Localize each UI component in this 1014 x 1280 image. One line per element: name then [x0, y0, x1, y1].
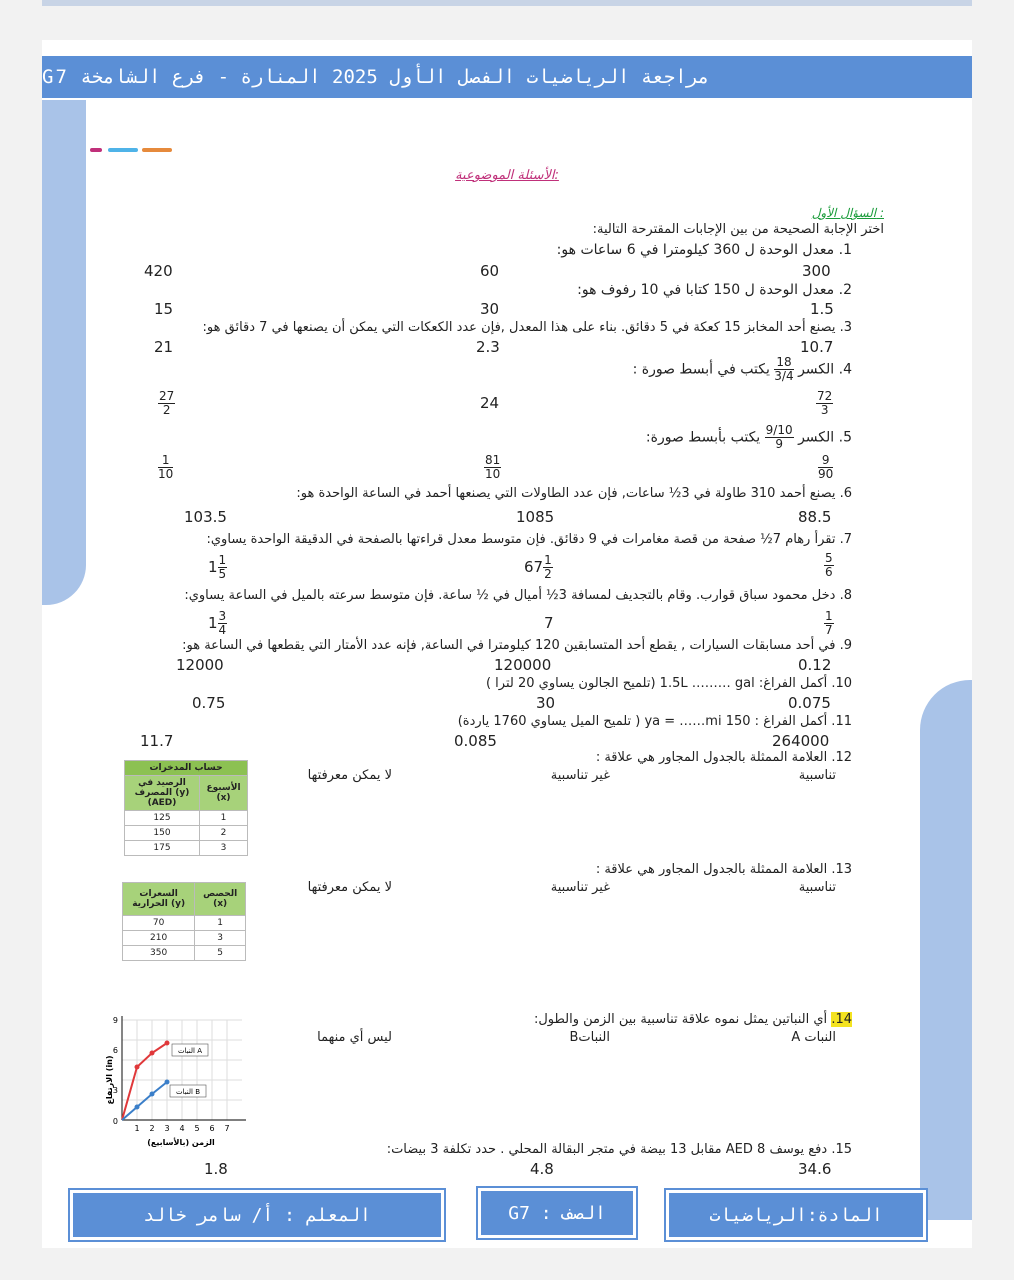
svg-text:6: 6: [112, 1046, 118, 1055]
plant-growth-graph: [106, 1010, 256, 1150]
question-13: 13. العلامة الممثلة بالجدول المجاور هي علاقة :: [595, 862, 852, 877]
section-title: الأسئلة الموضوعية:: [455, 168, 559, 183]
instructions: اختر الإجابة الصحيحة من بين الإجابات المقترحة التالية:: [592, 222, 884, 237]
question-15: 15. دفع يوسف AED 8 مقابل 13 بيضة في متجر البقالة المحلي . حدد تكلفة 3 بيضات:: [386, 1142, 852, 1157]
question-2: 2. معدل الوحدة ل 150 كتابا في 10 رفوف هو:: [577, 282, 852, 298]
svg-text:4: 4: [179, 1124, 185, 1133]
q14-text: أي النباتين يمثل نموه علاقة تناسبية بين الزمن والطول:: [533, 1012, 828, 1027]
q12-option-a[interactable]: تناسبية: [798, 768, 836, 783]
q15-option-b[interactable]: 4.8: [530, 1160, 554, 1178]
question-12: 12. العلامة الممثلة بالجدول المجاور هي علاقة :: [595, 750, 852, 765]
worksheet-page: [42, 40, 972, 1248]
color-dash-1: [90, 148, 102, 152]
q6-option-b[interactable]: 1085: [516, 508, 555, 526]
question-3: 3. يصنع أحد المخابز 15 كعكة في 5 دقائق. بناء على هذا المعدل ,فإن عدد الكعكات التي يمكن أن يصنعها في 7 دقائق هو:: [202, 320, 852, 335]
savings-table: حساب المدخرات الرصيد في المصرف (y) (AED) الأسبوع (x) 125 1 150 2 175 3: [124, 760, 248, 856]
calories-table: السعرات الحرارية (y) الحصص (x) 70 1 210 3 350 5: [122, 882, 246, 961]
svg-text:3: 3: [112, 1086, 118, 1095]
q14-number: 14.: [831, 1012, 852, 1027]
footer-grade: الصف : G7: [478, 1188, 636, 1238]
plant-b-line: [122, 1082, 167, 1120]
svg-text:5: 5: [194, 1124, 200, 1133]
question-10: 10. أكمل الفراغ: 1.5L ……… gal (تلميح الجالون يساوي 20 لترا ): [485, 676, 852, 691]
q5-option-a[interactable]: $\frac{9}{90}$: [818, 453, 834, 481]
q14-option-a[interactable]: النبات A: [791, 1030, 836, 1045]
svg-text:6: 6: [209, 1124, 215, 1133]
q1-option-a[interactable]: 300: [802, 262, 831, 280]
q11-option-b[interactable]: 0.085: [454, 732, 497, 750]
q7-option-b[interactable]: 67 $\frac{1}{2}$: [524, 553, 552, 581]
svg-text:0: 0: [112, 1117, 118, 1126]
q3-option-a[interactable]: 10.7: [800, 338, 834, 356]
q15-option-c[interactable]: 1.8: [204, 1160, 228, 1178]
question-11: 11. أكمل الفراغ : 150 ya = ……mi ( تلميح الميل يساوي 1760 ياردة): [457, 714, 852, 729]
question-4: [633, 356, 852, 383]
q4-option-b[interactable]: 24: [480, 394, 500, 412]
table-row: 350 5: [123, 946, 246, 961]
q5-text-a: 5. الكسر: [798, 429, 852, 446]
q4-text-b: يكتب في أبسط صورة :: [632, 361, 770, 378]
header-title: مراجعة الرياضيات الفصل الأول 2025 المنارة - فرع الشامخة G7: [42, 56, 972, 98]
q4-option-c[interactable]: $\frac{27}{2}$: [159, 389, 175, 417]
q11-option-c[interactable]: 11.7: [140, 732, 174, 750]
question-9: 9. في أحد مسابقات السيارات , يقطع أحد المتسابقين 120 كيلومترا في الساعة, فإنه عدد الأمتار التي يقطعها في الساعة هو:: [182, 638, 852, 653]
q4-fraction: $\frac{18}{3/4}$: [774, 355, 794, 383]
q2-option-b[interactable]: 30: [480, 300, 500, 318]
q8-option-b[interactable]: 7: [544, 614, 554, 632]
q10-option-a[interactable]: 0.075: [788, 694, 831, 712]
q5-option-b[interactable]: $\frac{81}{10}$: [485, 453, 501, 481]
q6-option-c[interactable]: 103.5: [184, 508, 227, 526]
q9-option-b[interactable]: 120000: [494, 656, 552, 674]
q3-option-b[interactable]: 2.3: [476, 338, 500, 356]
svg-text:2: 2: [149, 1124, 155, 1133]
question-5: [646, 424, 852, 451]
q2-option-c[interactable]: 15: [154, 300, 174, 318]
graph-xlabel: الزمن (بالأسابيع): [147, 1138, 215, 1147]
q13-option-a[interactable]: تناسبية: [798, 880, 836, 895]
q1-option-b[interactable]: 60: [480, 262, 500, 280]
question-14: [534, 1012, 852, 1027]
q5-text-b: يكتب بأبسط صورة:: [645, 429, 761, 446]
table-row: 175 3: [125, 841, 248, 856]
q1-option-c[interactable]: 420: [144, 262, 173, 280]
question-7: 7. تقرأ رهام 7½ صفحة من قصة مغامرات في 9 دقائق. فإن متوسط معدل قراءتها بالصفحة في الدقيقة الواحدة يساوي:: [206, 532, 852, 547]
q6-option-a[interactable]: 88.5: [798, 508, 832, 526]
footer-teacher: المعلم : أ/ سامر خالد: [70, 1190, 444, 1240]
plant-a-line: [122, 1043, 167, 1120]
table-row: 70 1: [123, 916, 246, 931]
table-row: 210 3: [123, 931, 246, 946]
q10-option-b[interactable]: 30: [536, 694, 556, 712]
q4-text-a: 4. الكسر: [798, 361, 852, 378]
q9-option-a[interactable]: 0.12: [798, 656, 832, 674]
color-dash-2: [108, 148, 138, 152]
question-heading: السؤال الأول :: [811, 206, 884, 220]
q7-option-a[interactable]: $\frac{5}{6}$: [825, 551, 833, 579]
q14-option-b[interactable]: النباتB: [569, 1030, 610, 1045]
q7-option-c[interactable]: 1 $\frac{1}{5}$: [208, 553, 227, 581]
svg-text:9: 9: [112, 1016, 118, 1025]
color-dash-3: [142, 148, 172, 152]
q12-option-c[interactable]: لا يمكن معرفتها: [307, 768, 392, 783]
question-1: 1. معدل الوحدة ل 360 كيلومترا في 6 ساعات هو:: [556, 242, 852, 258]
graph-ylabel: الارتفاع (in): [105, 1055, 114, 1105]
table-row: 150 2: [125, 826, 248, 841]
q15-option-a[interactable]: 34.6: [798, 1160, 832, 1178]
question-6: 6. يصنع أحمد 310 طاولة في 3½ ساعات, فإن عدد الطاولات التي يصنعها أحمد في الساعة الواحدة هو:: [296, 486, 852, 501]
question-8: 8. دخل محمود سباق قوارب. وقام بالتجديف لمسافة 3½ أميال في ½ ساعة. فإن متوسط سرعته بالميل في الساعة يساوي:: [184, 588, 852, 603]
q4-option-a[interactable]: $\frac{72}{3}$: [817, 389, 833, 417]
q8-option-c[interactable]: 1 $\frac{3}{4}$: [208, 609, 227, 637]
svg-text:1: 1: [134, 1124, 140, 1133]
plant-b-label: النبات B: [175, 1088, 201, 1096]
svg-text:3: 3: [164, 1124, 170, 1133]
q11-option-a[interactable]: 264000: [772, 732, 830, 750]
footer-subject: المادة:الرياضيات: [666, 1190, 926, 1240]
q2-option-a[interactable]: 1.5: [810, 300, 834, 318]
q14-option-c[interactable]: ليس أي منهما: [317, 1030, 392, 1045]
right-decoration: [920, 680, 972, 1220]
svg-text:7: 7: [224, 1124, 230, 1133]
q12-option-b[interactable]: غير تناسبية: [550, 768, 610, 783]
table-row: 125 1: [125, 811, 248, 826]
plant-a-label: النبات A: [177, 1047, 203, 1055]
q13-option-c[interactable]: لا يمكن معرفتها: [307, 880, 392, 895]
top-strip: [42, 0, 972, 6]
q9-option-c[interactable]: 12000: [176, 656, 224, 674]
q3-option-c[interactable]: 21: [154, 338, 174, 356]
q10-option-c[interactable]: 0.75: [192, 694, 226, 712]
q13-option-b[interactable]: غير تناسبية: [550, 880, 610, 895]
q8-option-a[interactable]: $\frac{1}{7}$: [825, 609, 833, 637]
q5-fraction: $\frac{9/10}{9}$: [765, 423, 793, 451]
q5-option-c[interactable]: $\frac{1}{10}$: [158, 453, 174, 481]
